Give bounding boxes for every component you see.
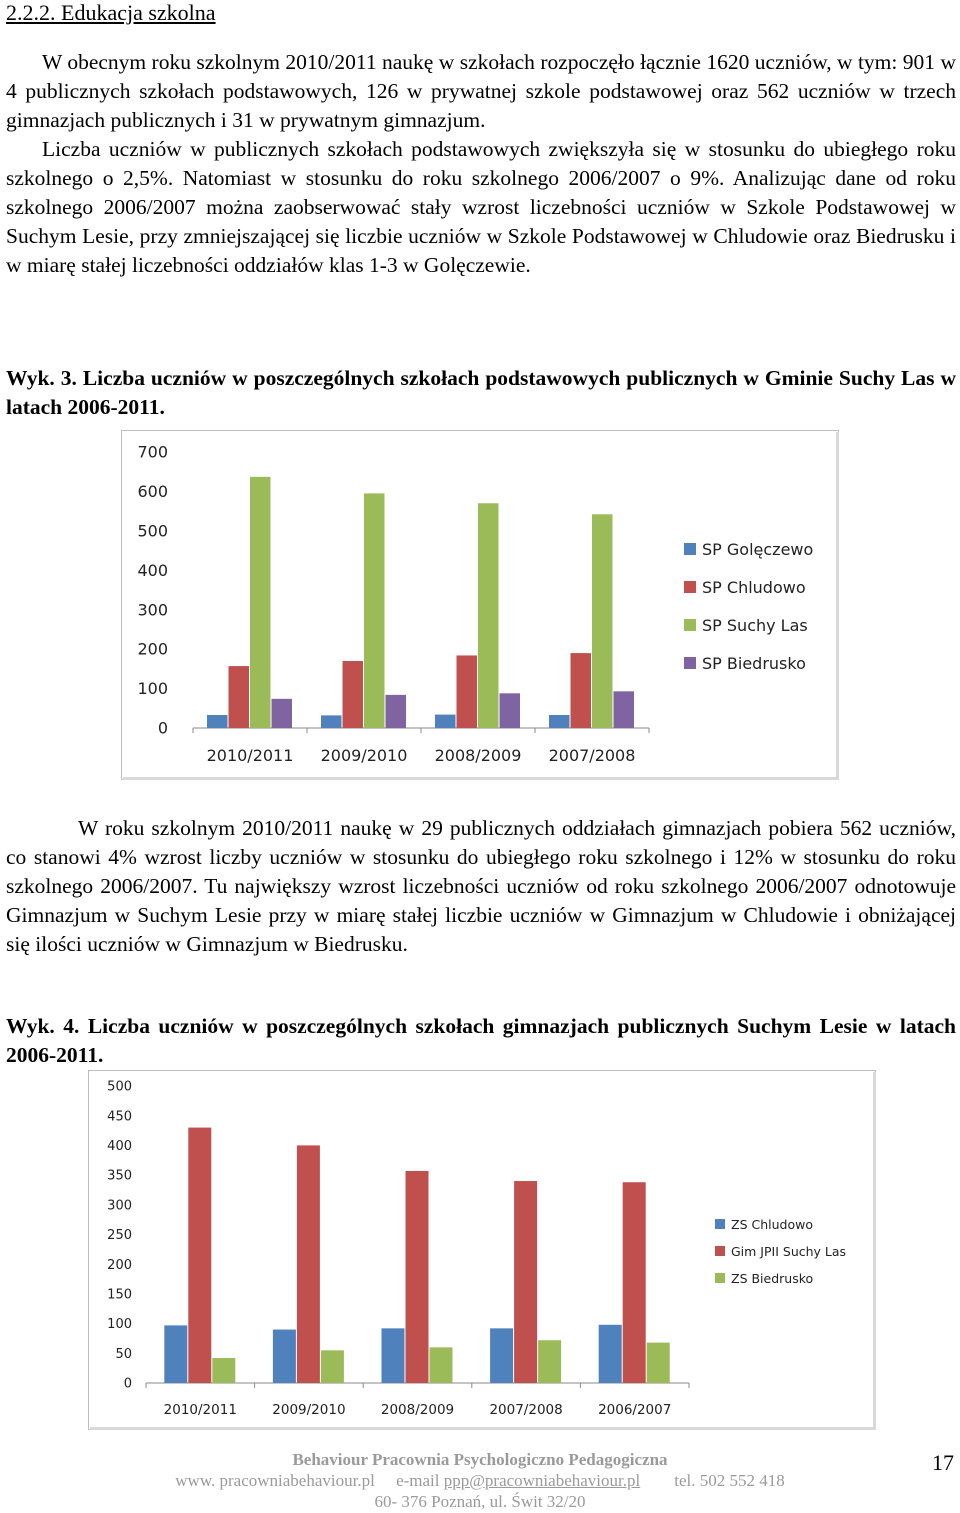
- bar: [538, 1340, 561, 1383]
- x-tick-label: 2009/2010: [272, 1402, 346, 1418]
- x-tick-label: 2007/2008: [489, 1402, 563, 1418]
- bar: [297, 1145, 320, 1383]
- legend-label: SP Suchy Las: [702, 616, 808, 635]
- footer-email-label: e-mail: [396, 1471, 440, 1490]
- bar: [272, 699, 293, 728]
- y-tick-label: 600: [137, 482, 168, 502]
- section-heading: 2.2.2. Edukacja szkolna: [6, 0, 216, 25]
- bar: [549, 715, 570, 728]
- page-number: 17: [932, 1450, 954, 1475]
- chart-frame-shadow: [873, 1072, 876, 1430]
- y-tick-label: 500: [107, 1079, 132, 1095]
- bar: [212, 1358, 235, 1383]
- x-tick-label: 2009/2010: [320, 746, 408, 765]
- y-tick-label: 700: [137, 442, 168, 462]
- chart-gymnasiums: [88, 1070, 876, 1430]
- y-tick-label: 500: [137, 521, 168, 541]
- y-tick-label: 50: [115, 1346, 132, 1362]
- bar: [250, 477, 271, 728]
- y-tick-label: 0: [157, 718, 168, 738]
- intro-sentence-1: W obecnym roku szkolnym 2010/2011 naukę w szkołach rozpoczęło łącznie 1620 uczniów, w tym: 901 w 4 publicznych szkołach podstawowych, 126 w prywatnej szkole podstawowej oraz 562 uczniów w trzech gimnazjach publicznych i 31 w prywatnym gimnazjum.: [6, 50, 956, 132]
- bar: [614, 691, 635, 728]
- x-tick-label: 2006/2007: [598, 1402, 672, 1418]
- x-tick-label: 2008/2009: [380, 1402, 455, 1418]
- bar: [343, 661, 364, 728]
- bar: [273, 1330, 296, 1383]
- chart-frame-shadow: [123, 777, 839, 780]
- bar: [207, 715, 228, 728]
- bar: [188, 1128, 211, 1383]
- legend-swatch: [715, 1246, 725, 1256]
- footer-address: 60- 376 Poznań, ul. Świt 32/20: [374, 1492, 586, 1511]
- y-tick-label: 350: [107, 1168, 132, 1184]
- bar: [229, 666, 250, 728]
- bar: [430, 1347, 453, 1383]
- legend-label: Gim JPII Suchy Las: [731, 1244, 847, 1259]
- y-tick-label: 300: [137, 600, 168, 620]
- x-tick-label: 2010/2011: [206, 746, 294, 765]
- x-tick-label: 2007/2008: [548, 746, 636, 765]
- intro-paragraph: [6, 48, 956, 280]
- bar: [623, 1182, 646, 1383]
- legend-swatch: [684, 543, 696, 555]
- bar: [406, 1171, 429, 1383]
- bar: [647, 1343, 670, 1383]
- chart-primary-schools: [121, 430, 839, 780]
- x-tick-label: 2010/2011: [163, 1402, 237, 1418]
- y-tick-label: 200: [137, 639, 168, 659]
- legend-label: SP Golęczewo: [702, 540, 814, 559]
- legend-swatch: [684, 581, 696, 593]
- bar: [571, 653, 592, 728]
- y-tick-label: 200: [107, 1257, 132, 1273]
- legend-label: SP Chludowo: [702, 578, 806, 597]
- y-tick-label: 300: [107, 1198, 132, 1214]
- legend-label: ZS Biedrusko: [731, 1271, 814, 1286]
- bar: [435, 715, 456, 728]
- y-tick-label: 100: [137, 679, 168, 699]
- gymnasium-paragraph: W roku szkolnym 2010/2011 naukę w 29 publicznych oddziałach gimnazjach pobiera 562 uczniów, co stanowi 4% wzrost liczby uczniów w stosunku do ubiegłego roku szkolnego i 12% w stosunku do roku szkolnego 2006/2007. Tu największy wzrost liczebności uczniów od roku szkolnego 2006/2007 odnotowuje Gimnazjum w Suchym Lesie przy w miarę stałej liczbie uczniów w Gimnazjum w Chludowie i obniżającej się ilości uczniów w Gimnazjum w Biedrusku.: [6, 816, 956, 956]
- bar: [490, 1328, 513, 1383]
- bar: [514, 1181, 537, 1383]
- bar: [164, 1325, 187, 1383]
- legend-swatch: [715, 1273, 725, 1283]
- bar: [478, 503, 499, 728]
- bar: [386, 695, 407, 728]
- legend-swatch: [684, 657, 696, 669]
- y-tick-label: 0: [123, 1376, 132, 1392]
- bar: [321, 715, 342, 728]
- legend-label: ZS Chludowo: [731, 1217, 813, 1232]
- y-tick-label: 100: [107, 1317, 132, 1333]
- chart1-caption: Wyk. 3. Liczba uczniów w poszczególnych szkołach podstawowych publicznych w Gminie Suchy Las w latach 2006-2011.: [6, 366, 956, 419]
- bar: [321, 1350, 344, 1383]
- chart-frame-shadow: [90, 1427, 876, 1430]
- footer-contact: [0, 1471, 960, 1491]
- legend-swatch: [715, 1219, 725, 1229]
- legend-label: SP Biedrusko: [702, 654, 806, 673]
- bar: [599, 1325, 622, 1383]
- chart2-caption: Wyk. 4. Liczba uczniów w poszczególnych szkołach gimnazjach publicznych Suchym Lesie w latach 2006-2011.: [6, 1014, 956, 1067]
- chart-frame-shadow: [836, 432, 839, 780]
- y-tick-label: 450: [107, 1109, 132, 1125]
- bar: [457, 655, 478, 728]
- footer-org: Behaviour Pracownia Psychologiczno Pedagogiczna: [292, 1450, 668, 1469]
- chart1-svg: [121, 430, 839, 780]
- intro-sentence-2: Liczba uczniów w publicznych szkołach podstawowych zwiększyła się w stosunku do ubiegłego roku szkolnego o 2,5%. Natomiast w stosunku do roku szkolnego 2006/2007 o 9%. Analizując dane od roku szkolnego 2006/2007 można zaobserwować stały wzrost liczebności uczniów w Szkole Podstawowej w Suchym Lesie, przy zmniejszającej się liczbie uczniów w Szkole Podstawowej w Chludowie oraz Biedrusku i w miarę stałej liczebności oddziałów klas 1-3 w Golęczewie.: [6, 137, 956, 277]
- x-tick-label: 2008/2009: [434, 746, 522, 765]
- y-tick-label: 150: [107, 1287, 132, 1303]
- bar: [382, 1328, 405, 1383]
- footer-www: www. pracowniabehaviour.pl: [175, 1471, 375, 1490]
- y-tick-label: 400: [107, 1138, 132, 1154]
- footer-tel: tel. 502 552 418: [674, 1471, 785, 1490]
- chart2-svg: [88, 1070, 876, 1430]
- y-tick-label: 250: [107, 1228, 132, 1244]
- footer-email-link[interactable]: ppp@pracowniabehaviour.pl: [443, 1471, 641, 1490]
- bar: [592, 514, 613, 728]
- legend-swatch: [684, 619, 696, 631]
- bar: [364, 493, 385, 728]
- y-tick-label: 400: [137, 560, 168, 580]
- bar: [500, 693, 521, 728]
